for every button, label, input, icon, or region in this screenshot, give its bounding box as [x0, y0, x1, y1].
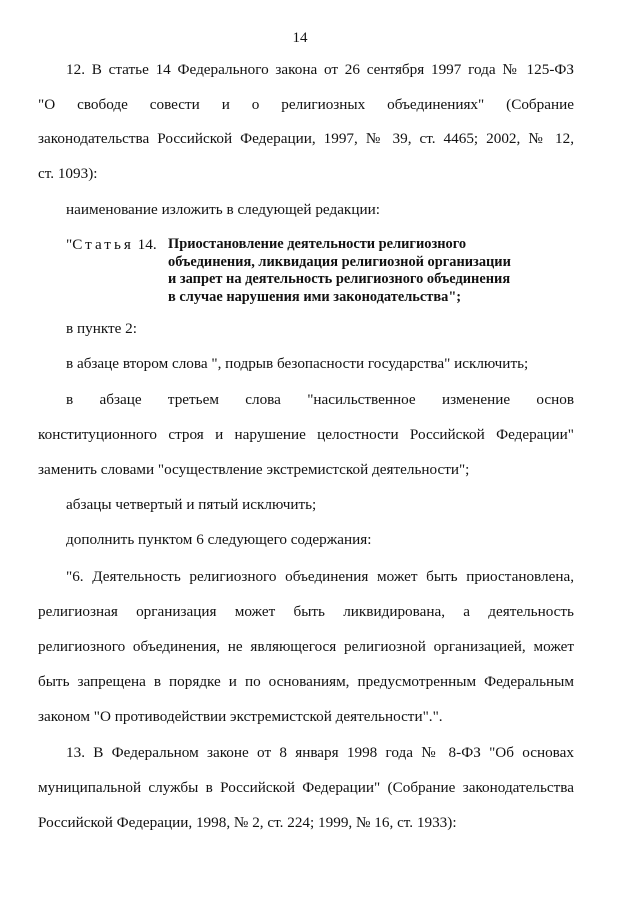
point2-paragraph-3-line-2: конституционного строя и нарушение целостности Российской Федерации" [38, 426, 574, 443]
article-open-quote: " [66, 236, 73, 253]
article-number: 14. [137, 236, 157, 253]
point6-line-3: религиозного объединения, не являющегося религиозной организацией, может [38, 638, 574, 655]
point2-paragraph-3-line-3: заменить словами "осуществление экстремистской деятельности"; [38, 461, 470, 478]
point2-paragraphs-4-5: абзацы четвертый и пятый исключить; [66, 496, 317, 513]
article-title-line-2: объединения, ликвидация религиозной организации [168, 253, 511, 270]
point2-paragraph-2: в абзаце втором слова ", подрыв безопасности государства" исключить; [66, 355, 529, 372]
point6-intro: дополнить пунктом 6 следующего содержания: [66, 531, 372, 548]
article-title-line-3: и запрет на деятельность религиозного объединения [168, 271, 511, 287]
rename-intro: наименование изложить в следующей редакции: [66, 201, 380, 218]
article-title-line-4: в случае нарушения ими законодательства"; [168, 288, 462, 305]
item12-line-4: ст. 1093): [38, 165, 98, 182]
point6-line-1: "6. Деятельность религиозного объединения может быть приостановлена, [66, 568, 574, 585]
article-title [168, 236, 548, 306]
point6-line-4: быть запрещена в порядке и по основаниям, предусмотренным Федеральным [38, 673, 574, 690]
item13-line-2: муниципальной службы в Российской Федерации" (Собрание законодательства [38, 779, 574, 796]
article-word: Статья [72, 236, 134, 253]
point2-paragraph-3-line-1: в абзаце третьем слова "насильственное изменение основ [66, 391, 574, 408]
article-heading-prefix [66, 236, 157, 254]
page-number: 14 [292, 30, 308, 46]
item12-line-1: 12. В статье 14 Федерального закона от 26 сентября 1997 года № 125-ФЗ [66, 61, 574, 78]
item13-line-1: 13. В Федеральном законе от 8 января 1998 года № 8-ФЗ "Об основах [66, 744, 574, 761]
item12-line-2: "О свободе совести и о религиозных объединениях" (Собрание [38, 96, 574, 113]
point6-line-5: законом "О противодействии экстремистской деятельности".". [38, 708, 443, 725]
point6-line-2: религиозная организация может быть ликвидирована, а деятельность [38, 603, 574, 620]
item13-line-3: Российской Федерации, 1998, № 2, ст. 224; 1999, № 16, ст. 1933): [38, 814, 457, 831]
item12-line-3: законодательства Российской Федерации, 1997, № 39, ст. 4465; 2002, № 12, [38, 130, 574, 147]
point2-intro: в пункте 2: [66, 320, 137, 337]
article-title-line-1: Приостановление деятельности религиозного [168, 236, 467, 252]
